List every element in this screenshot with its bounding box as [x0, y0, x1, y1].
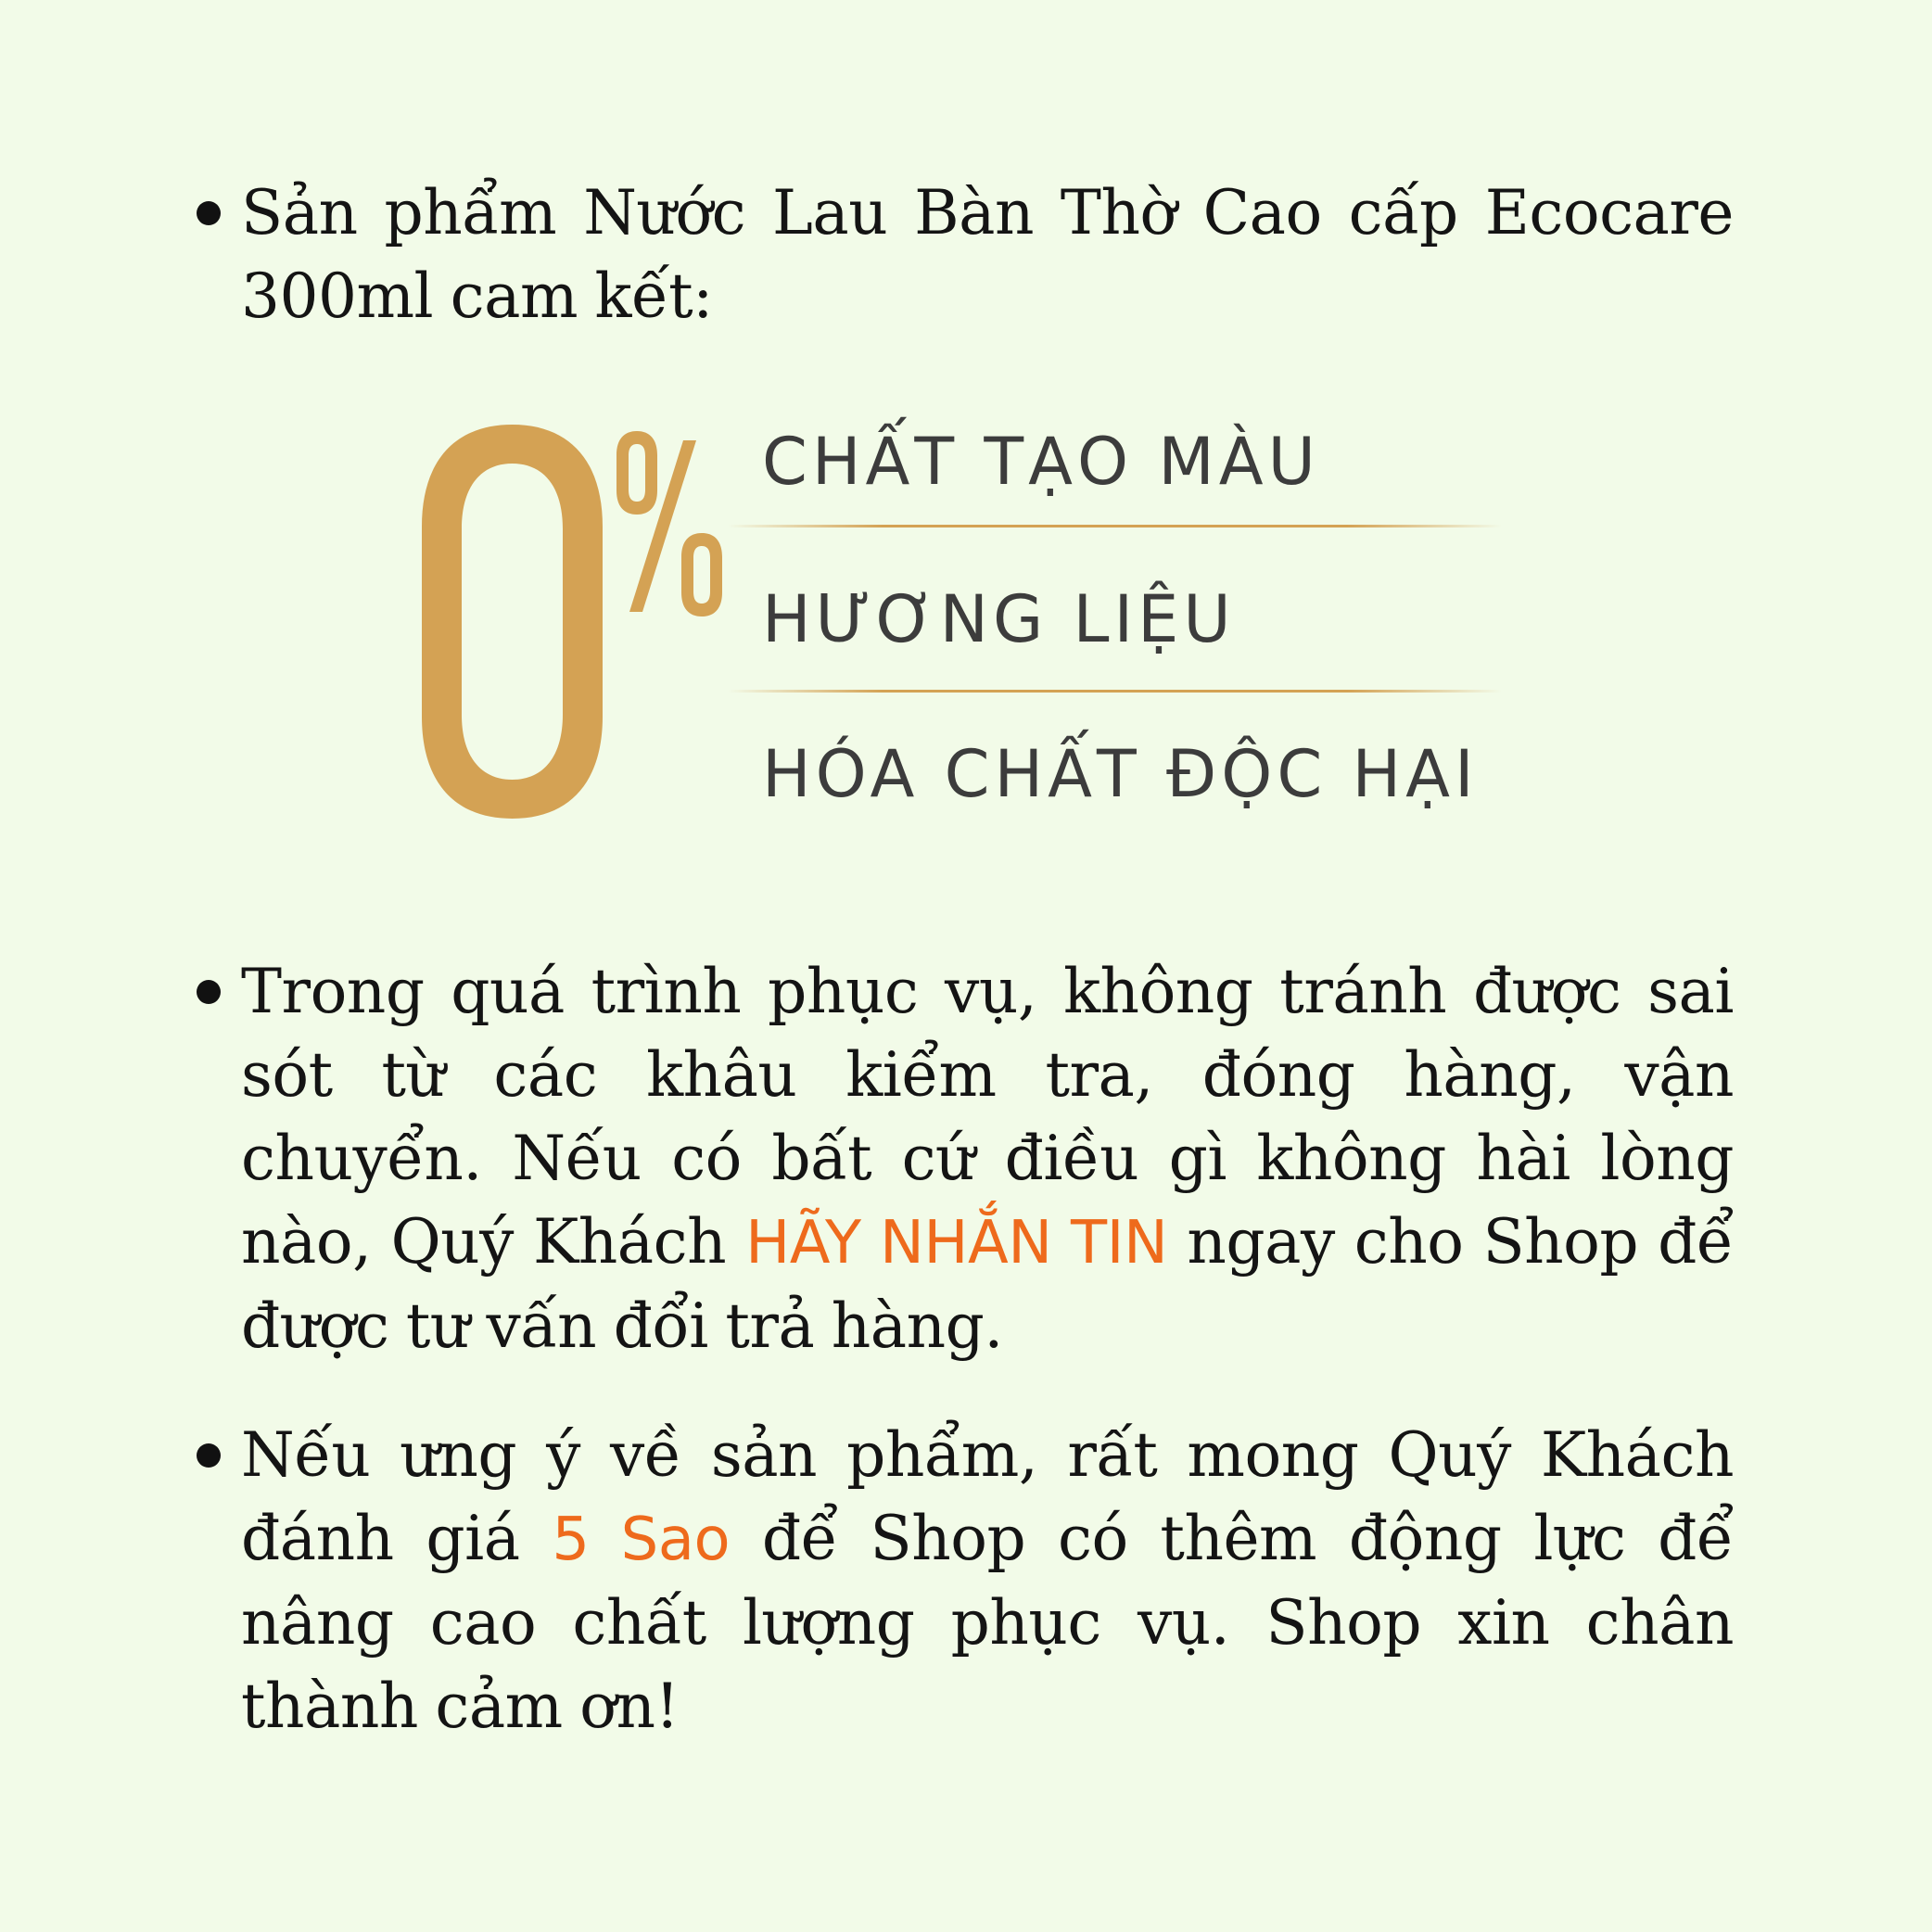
claim-no-fragrance: HƯƠNG LIỆU — [762, 581, 1236, 657]
support-text-end: ngay cho Shop để được tư vấn đổi trả hàng. — [241, 1206, 1735, 1362]
five-stars-highlight: 5 Sao — [552, 1506, 731, 1574]
bullet-dot — [197, 1443, 221, 1468]
divider — [728, 690, 1502, 693]
review-text-end: để Shop có thêm động lực để nâng cao chất lượng phục vụ. Shop xin chân thành cảm ơn! — [241, 1503, 1735, 1742]
bullet-dot — [197, 980, 221, 1004]
divider — [728, 525, 1502, 527]
bullet-support — [241, 950, 1734, 1368]
claim-no-coloring: CHẤT TẠO MÀU — [762, 424, 1320, 500]
bullet-review — [241, 1414, 1734, 1748]
claim-no-toxic-chemicals: HÓA CHẤT ĐỘC HẠI — [762, 736, 1479, 812]
zero-digit-graphic — [422, 425, 603, 819]
support-text-start: Trong quá trình phục vụ, không tránh được sai sót từ các khâu kiểm tra, đóng hàng, vận chuyển. Nếu có bất cứ điều gì không hài lòng nào, Quý Khách — [241, 956, 1734, 1277]
review-text-start: Nếu ưng ý về sản phẩm, rất mong Quý Khách đánh giá — [241, 1419, 1734, 1574]
message-us-highlight: HÃY NHẮN TIN — [745, 1209, 1168, 1277]
percent-sign-graphic — [616, 431, 723, 616]
commitment-text: Sản phẩm Nước Lau Bàn Thờ Cao cấp Ecocare 300ml cam kết: — [241, 177, 1734, 332]
